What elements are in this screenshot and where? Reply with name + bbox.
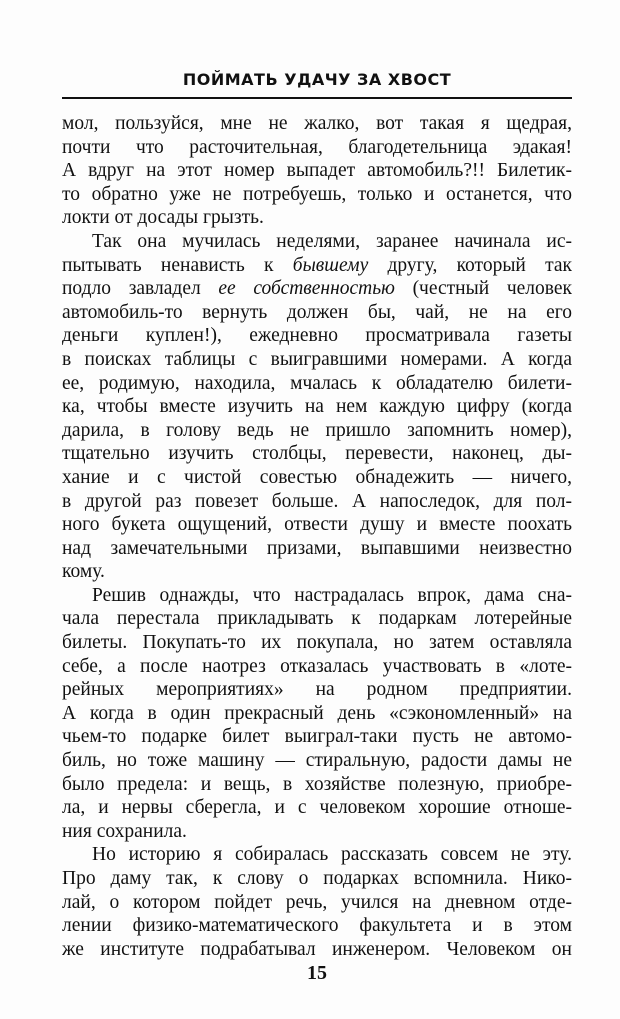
text-line: билеты. Покупать-то их покупала, но затем оставляла — [62, 632, 572, 654]
text-line: себе, а после наотрез отказалась участвовать в «лоте- — [62, 655, 572, 677]
text-line: было предела: и вещь, в хозяйстве полезную, приобре- — [62, 773, 572, 795]
text-line: ее, родимую, находила, мчалась к обладателю билети- — [62, 372, 572, 394]
text-line: Про даму так, к слову о подарках вспомнила. Нико- — [62, 868, 572, 889]
text-line: ного букета ощущений, отвести душу и вместе поохать — [62, 514, 572, 536]
text-line: Так она мучилась неделями, заранее начинала ис- — [92, 230, 572, 252]
text-line: над замечательными призами, выпавшими неизвестно — [62, 537, 572, 559]
text-segment: подло завладел — [62, 278, 219, 300]
text-line: биль, но тоже машину — стиральную, радости дамы не — [62, 750, 572, 772]
text-segment: другу, который так — [368, 254, 572, 276]
emphasized-text: бывшему — [292, 254, 369, 276]
text-line: хание и с чистой совестью обнадежить — ничего, — [62, 466, 572, 488]
running-head: ПОЙМАТЬ УДАЧУ ЗА ХВОСТ — [182, 70, 452, 89]
text-line: в другой раз повезет больше. А напоследок, для пол- — [62, 490, 572, 512]
page-number: 15 — [307, 962, 327, 984]
text-line: лении физико-математического факультета и в этом — [62, 915, 572, 937]
text-line: А вдруг на этот номер выпадет автомобиль?!! Билетик- — [62, 160, 572, 182]
text-line: дарила, в голову ведь не пришло запомнить номер), — [62, 419, 572, 441]
text-line: ка, чтобы вместе изучить на нем каждую цифру (когда — [62, 396, 572, 418]
text-line: чьем-то подарке билет выиграл-таки пусть не автомо- — [62, 726, 572, 748]
text-line: в поисках таблицы с выигравшими номерами. А когда — [62, 348, 572, 370]
text-line: автомобиль-то вернуть должен бы, чай, не на его — [62, 301, 572, 323]
header-rule — [62, 97, 572, 99]
text-line: локти от досады грызть. — [62, 207, 264, 229]
text-line — [62, 277, 572, 301]
text-segment: (честный человек — [394, 278, 572, 300]
text-line — [62, 254, 572, 278]
text-line: Решив однажды, что настрадалась впрок, дама сна- — [92, 584, 572, 606]
text-line: рейных мероприятиях» на родном предприятии. — [62, 679, 572, 701]
text-line: кому. — [62, 561, 105, 583]
emphasized-text: ее собственностью — [218, 278, 395, 300]
text-line: лай, о котором пойдет речь, учился на дневном отде- — [62, 891, 572, 913]
text-line: тщательно изучить столбцы, перевести, наконец, ды- — [62, 443, 572, 465]
text-segment: пытывать ненависть к — [62, 254, 293, 276]
text-line: же институте подрабатывал инженером. Человеком он — [62, 938, 572, 960]
text-line: мол, пользуйся, мне не жалко, вот такая я щедрая, — [62, 113, 572, 134]
text-line: ла, и нервы сберегла, и с человеком хорошие отноше- — [62, 797, 572, 819]
text-line: А когда в один прекрасный день «сэкономленный» на — [62, 702, 572, 724]
text-line: ния сохранила. — [62, 820, 187, 842]
text-line: почти что расточительная, благодетельница эдакая! — [62, 136, 572, 158]
text-line: то обратно уже не потребуешь, только и останется, что — [62, 183, 572, 205]
body-text — [62, 112, 572, 961]
text-line: деньги куплен!), ежедневно просматривала газеты — [62, 325, 572, 347]
text-line: Но историю я собиралась рассказать совсем не эту. — [92, 844, 572, 866]
text-line: чала перестала прикладывать к подаркам лотерейные — [62, 608, 572, 630]
